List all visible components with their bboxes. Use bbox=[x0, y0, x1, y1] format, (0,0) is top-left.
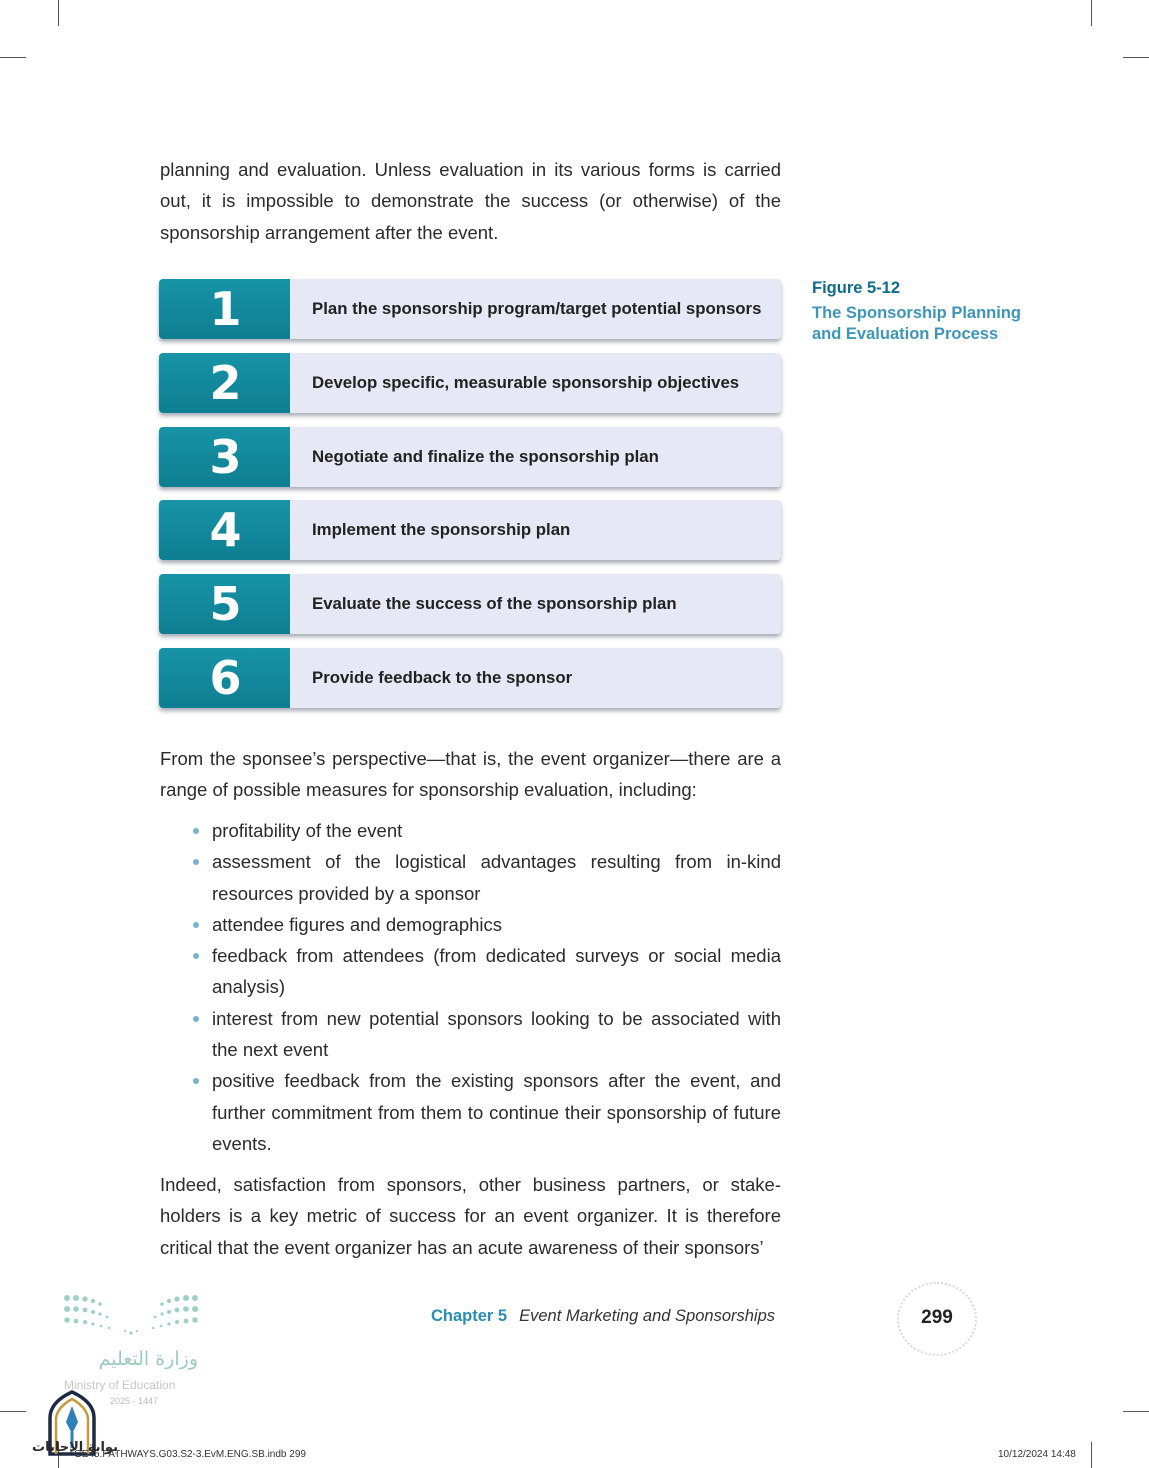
step-number: 6 bbox=[159, 648, 290, 708]
step-label: Provide feedback to the sponsor bbox=[290, 648, 781, 708]
list-item: feedback from attendees (from dedicated surveys or social media analysis) bbox=[212, 940, 781, 1003]
ministry-year: 2025 - 1447 bbox=[110, 1396, 159, 1406]
intro-paragraph: planning and evaluation. Unless evaluation in its various forms is carried out, it is impossible to demonstrate the success (or otherwise) of the sponsorship arrangement after the event. bbox=[160, 159, 781, 243]
process-step bbox=[159, 500, 781, 560]
page-number: 299 bbox=[921, 1307, 953, 1328]
list-item: attendee figures and demographics bbox=[212, 909, 781, 940]
process-diagram bbox=[159, 279, 781, 722]
chapter-title: Event Marketing and Sponsorships bbox=[519, 1307, 776, 1325]
figure-number: Figure 5-12 bbox=[812, 279, 901, 297]
list-item: positive feedback from the existing sponsors after the event, and further commitment from them to continue their sponsorship of future events. bbox=[212, 1065, 781, 1159]
step-number: 3 bbox=[159, 427, 290, 487]
measures-list bbox=[212, 815, 781, 1159]
step-number: 4 bbox=[159, 500, 290, 560]
crop-mark bbox=[1123, 57, 1149, 58]
crop-mark bbox=[1091, 0, 1092, 26]
process-step bbox=[159, 427, 781, 487]
process-step bbox=[159, 648, 781, 708]
print-slug-datetime: 10/12/2024 14:48 bbox=[998, 1449, 1076, 1460]
step-number: 1 bbox=[159, 279, 290, 339]
list-item: assessment of the logistical advantages resulting from in-kind resources provided by a sponsor bbox=[212, 846, 781, 909]
print-slug-file: GE45.PATHWAYS.G03.S2-3.EvM.ENG.SB.indb 299 bbox=[74, 1449, 306, 1460]
closing-paragraph: Indeed, satisfaction from sponsors, other business partners, or stake-holders is a key metric of success for an event organizer. It is therefore critical that the event organizer has an acute awareness of their sponsors’ bbox=[160, 1174, 781, 1258]
process-step bbox=[159, 353, 781, 413]
perspective-paragraph: From the sponsee’s perspective—that is, the event organizer—there are a range of possible measures for sponsorship evaluation, including: bbox=[160, 748, 781, 801]
crop-mark bbox=[1123, 1411, 1149, 1412]
watermark-text: بوابة الإجابات bbox=[32, 1440, 118, 1455]
figure-caption bbox=[812, 277, 1032, 344]
ministry-name-english: Ministry of Education bbox=[64, 1378, 176, 1392]
crop-mark bbox=[0, 57, 26, 58]
chapter-label: Chapter 5 bbox=[431, 1307, 508, 1325]
ministry-name-arabic: وزارة التعليم bbox=[98, 1348, 198, 1370]
crop-mark bbox=[1091, 1442, 1092, 1468]
step-label: Plan the sponsorship program/target potential sponsors bbox=[290, 279, 781, 339]
process-step bbox=[159, 574, 781, 634]
ministry-logo-icon bbox=[63, 1293, 199, 1337]
step-number: 5 bbox=[159, 574, 290, 634]
crop-mark bbox=[58, 0, 59, 26]
step-label: Negotiate and finalize the sponsorship plan bbox=[290, 427, 781, 487]
step-label: Evaluate the success of the sponsorship plan bbox=[290, 574, 781, 634]
process-step bbox=[159, 279, 781, 339]
step-label: Develop specific, measurable sponsorship objectives bbox=[290, 353, 781, 413]
step-number: 2 bbox=[159, 353, 290, 413]
list-item: profitability of the event bbox=[212, 815, 781, 846]
chapter-footer bbox=[431, 1307, 775, 1326]
page-number-badge bbox=[897, 1282, 977, 1356]
step-label: Implement the sponsorship plan bbox=[290, 500, 781, 560]
figure-title: The Sponsorship Planning and Evaluation Process bbox=[812, 304, 1022, 343]
list-item: interest from new potential sponsors looking to be associated with the next event bbox=[212, 1003, 781, 1066]
crop-mark bbox=[0, 1411, 26, 1412]
